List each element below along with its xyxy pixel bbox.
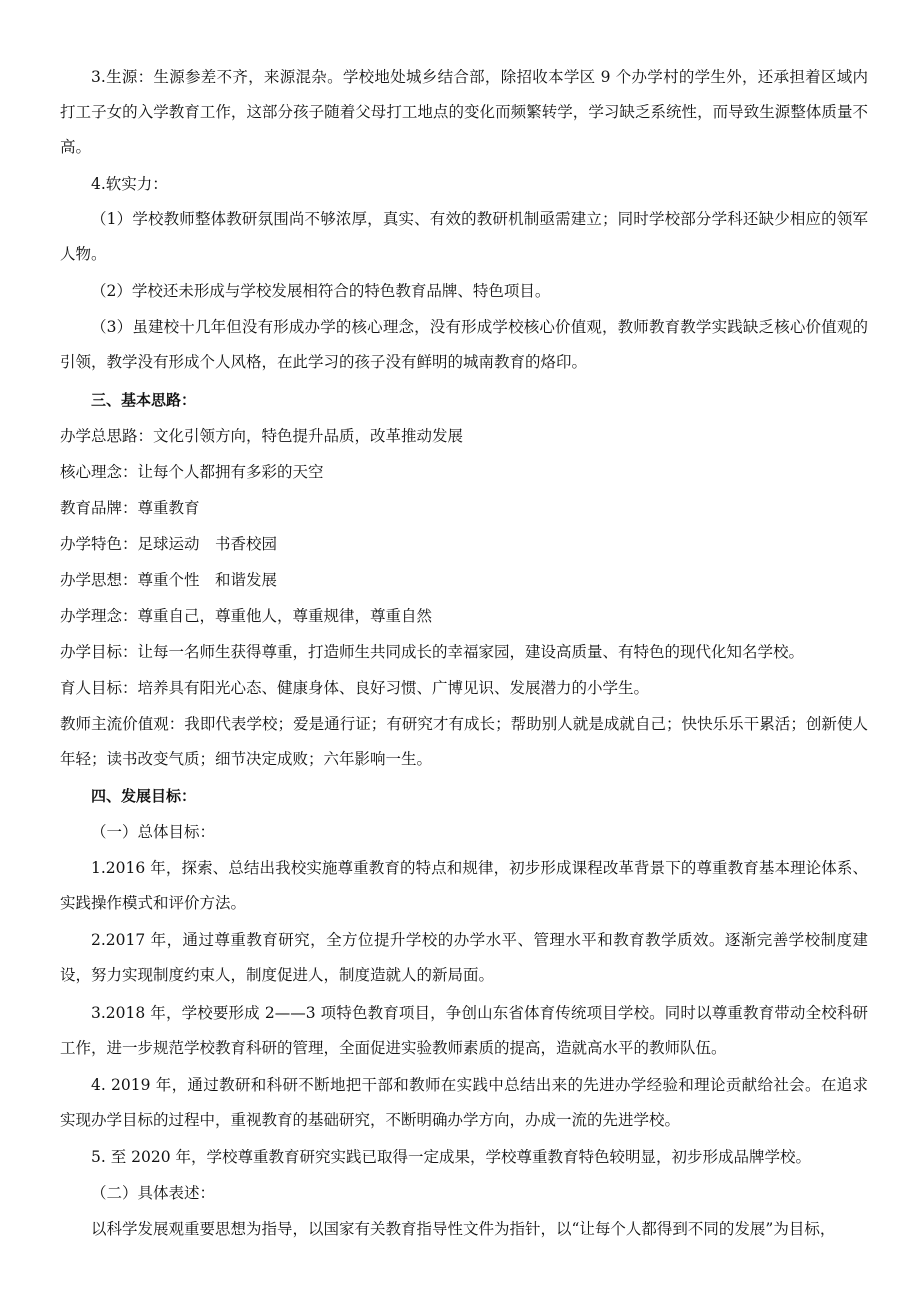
line-school-philosophy: 办学理念：尊重自己，尊重他人，尊重规律，尊重自然: [60, 607, 433, 625]
line-education-goal: 育人目标：培养具有阳光心态、健康身体、良好习惯、广博见识、发展潜力的小学生。: [60, 679, 650, 697]
paragraph-goal-2019: 4. 2019 年，通过教研和科研不断地把干部和教师在实践中总结出来的先进办学经验和理论贡献给社会。在追求实现办学目标的过程中，重视教育的基础研究，不断明确办学方向，办成一流的先进学校。: [60, 1076, 868, 1129]
line-school-goal: 办学目标：让每一名师生获得尊重，打造师生共同成长的幸福家园，建设高质量、有特色的现代化知名学校。: [60, 643, 805, 661]
paragraph-soft-power-1: （1）学校教师整体教研氛围尚不够浓厚，真实、有效的教研机制亟需建立；同时学校部分学科还缺少相应的领军人物。: [60, 210, 868, 263]
paragraph-goal-2017: 2.2017 年，通过尊重教育研究，全方位提升学校的办学水平、管理水平和教育教学质效。逐渐完善学校制度建设，努力实现制度约束人，制度促进人，制度造就人的新局面。: [60, 931, 868, 984]
line-school-features: 办学特色：足球运动 书香校园: [60, 535, 278, 553]
line-core-concept: 核心理念：让每个人都拥有多彩的天空: [60, 463, 324, 481]
paragraph-soft-power-2: （2）学校还未形成与学校发展相符合的特色教育品牌、特色项目。: [91, 282, 551, 300]
paragraph-teacher-values: 教师主流价值观：我即代表学校；爱是通行证；有研究才有成长；帮助别人就是成就自己；快快乐乐干累活；创新使人年轻；读书改变气质；细节决定成败；六年影响一生。: [60, 715, 868, 768]
paragraph-soft-power-3: （3）虽建校十几年但没有形成办学的核心理念，没有形成学校核心价值观，教师教育教学实践缺乏核心价值观的引领，教学没有形成个人风格，在此学习的孩子没有鲜明的城南教育的烙印。: [60, 318, 868, 371]
subheading-overall-goals: （一）总体目标：: [91, 823, 216, 841]
line-overall-idea: 办学总思路：文化引领方向，特色提升品质，改革推动发展: [60, 427, 464, 445]
line-education-brand: 教育品牌：尊重教育: [60, 499, 200, 517]
paragraph-specific-expression: 以科学发展观重要思想为指导，以国家有关教育指导性文件为指针，以“让每个人都得到不同的发展”为目标，: [91, 1220, 836, 1238]
paragraph-soft-power-heading: 4.软实力：: [91, 175, 168, 193]
section-heading-basic-ideas: 三、基本思路：: [91, 391, 197, 409]
paragraph-source-of-students: 3.生源：生源参差不齐，来源混杂。学校地处城乡结合部，除招收本学区 9 个办学村的学生外，还承担着区域内打工子女的入学教育工作，这部分孩子随着父母打工地点的变化而频繁转学，学习缺乏系统性，而导致生源整体质量不高。: [60, 68, 868, 156]
paragraph-goal-2020: 5. 至 2020 年，学校尊重教育研究实践已取得一定成果，学校尊重教育特色较明显，初步形成品牌学校。: [91, 1148, 812, 1166]
section-heading-development-goals: 四、发展目标：: [91, 787, 197, 805]
subheading-specific-expression: （二）具体表述：: [91, 1184, 216, 1202]
paragraph-goal-2016: 1.2016 年，探索、总结出我校实施尊重教育的特点和规律，初步形成课程改革背景下的尊重教育基本理论体系、实践操作模式和评价方法。: [60, 859, 868, 912]
line-school-thought: 办学思想：尊重个性 和谐发展: [60, 571, 278, 589]
paragraph-goal-2018: 3.2018 年，学校要形成 2——3 项特色教育项目，争创山东省体育传统项目学校。同时以尊重教育带动全校科研工作，进一步规范学校教育科研的管理，全面促进实验教师素质的提高，造就高水平的教师队伍。: [60, 1004, 868, 1057]
